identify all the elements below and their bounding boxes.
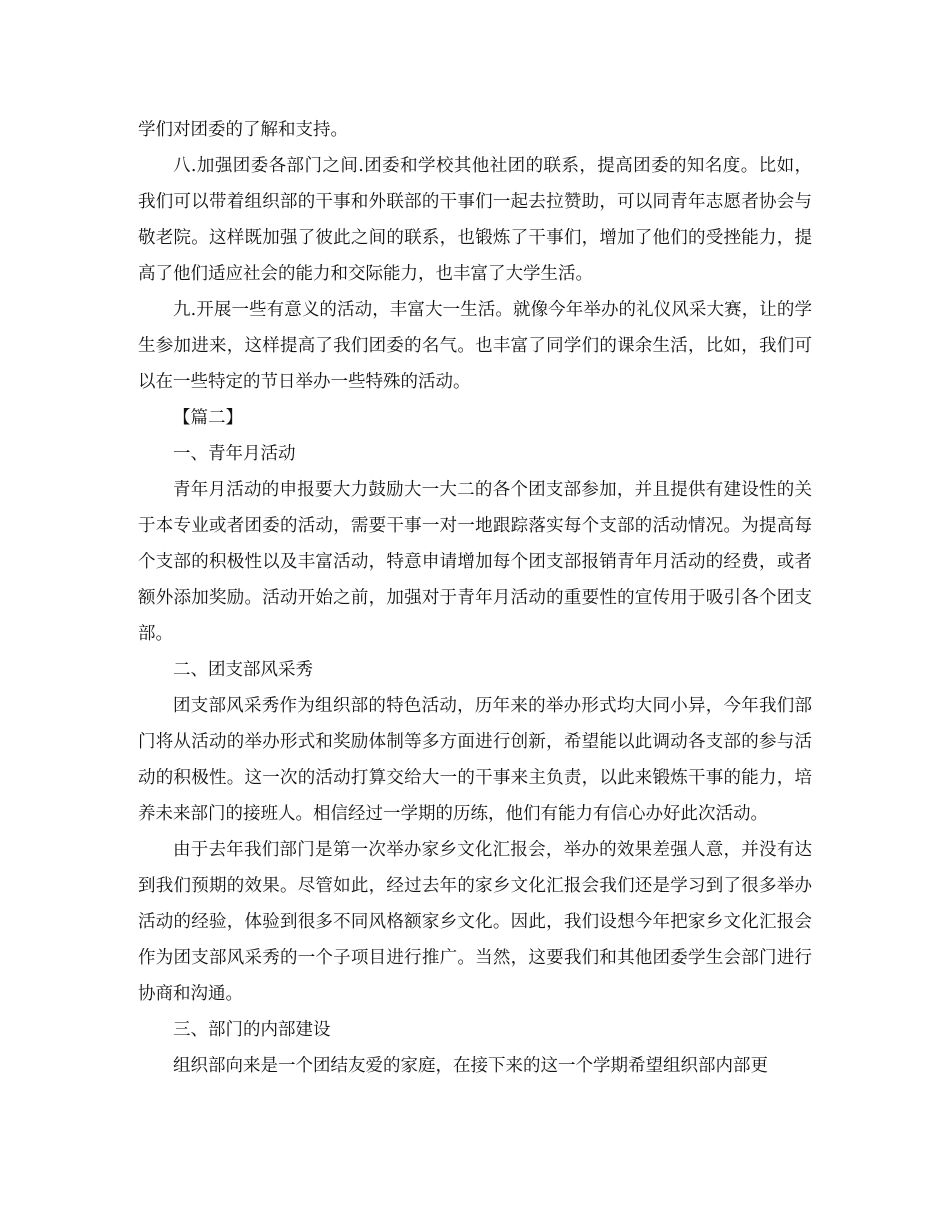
section-heading-part-two: 【篇二】 — [173, 408, 243, 428]
paragraph-branch-showcase: 团支部风采秀作为组织部的特色活动，历年来的举办形式均大同小异，今年我们部门将从活动的举办形式和奖励体制等多方面进行创新，希望能以此调动各支部的参与活动的积极性。这一次的活动打算交给大一的干事来主负责，以此来锻炼干事的能力，培养未来部门的接班人。相信经过一学期的历练，他们有能力有信心办好此次活动。 — [138, 696, 812, 824]
subheading-youth-month: 一、青年月活动 — [173, 444, 296, 464]
subheading-branch-showcase: 二、团支部风采秀 — [173, 660, 313, 680]
document-body — [138, 112, 812, 1084]
subheading-internal-building: 三、部门的内部建设 — [173, 1020, 331, 1040]
paragraph-internal-building: 组织部向来是一个团结友爱的家庭，在接下来的这一个学期希望组织部内部更 — [173, 1056, 768, 1076]
paragraph-continuation: 学们对团委的了解和支持。 — [138, 120, 348, 140]
paragraph-youth-month: 青年月活动的申报要大力鼓励大一大二的各个团支部参加，并且提供有建设性的关于本专业或者团委的活动，需要干事一对一地跟踪落实每个支部的活动情况。为提高每个支部的积极性以及丰富活动，特意申请增加每个团支部报销青年月活动的经费，或者额外添加奖励。活动开始之前，加强对于青年月活动的重要性的宣传用于吸引各个团支部。 — [138, 480, 812, 644]
paragraph-item-nine: 九.开展一些有意义的活动，丰富大一生活。就像今年举办的礼仪风采大赛，让的学生参加进来，这样提高了我们团委的名气。也丰富了同学们的课余生活，比如，我们可以在一些特定的节日举办一些特殊的活动。 — [138, 300, 812, 392]
paragraph-item-eight: 八.加强团委各部门之间.团委和学校其他社团的联系，提高团委的知名度。比如，我们可以带着组织部的干事和外联部的干事们一起去拉赞助，可以同青年志愿者协会与敬老院。这样既加强了彼此之间的联系，也锻炼了干事们，增加了他们的受挫能力，提高了他们适应社会的能力和交际能力，也丰富了大学生活。 — [138, 156, 812, 284]
paragraph-hometown-culture: 由于去年我们部门是第一次举办家乡文化汇报会，举办的效果差强人意，并没有达到我们预期的效果。尽管如此，经过去年的家乡文化汇报会我们还是学习到了很多举办活动的经验，体验到很多不同风格额家乡文化。因此，我们设想今年把家乡文化汇报会作为团支部风采秀的一个子项目进行推广。当然，这要我们和其他团委学生会部门进行协商和沟通。 — [138, 840, 812, 1004]
